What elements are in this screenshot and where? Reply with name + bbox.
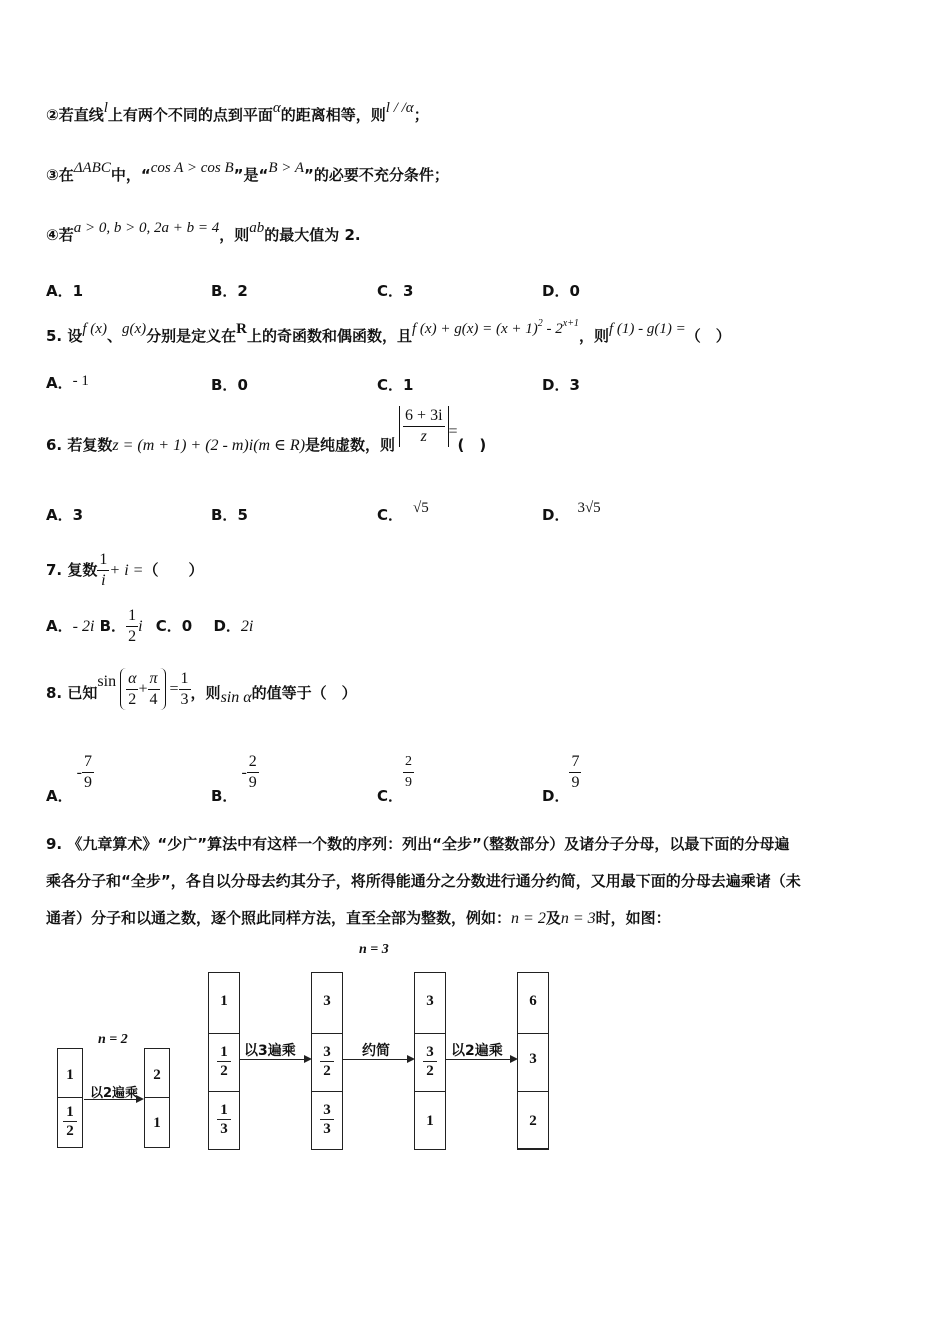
n2-right-cell-1: 2 xyxy=(153,1067,161,1083)
col3-cell-2: 3 2 xyxy=(415,1043,445,1080)
q8-option-d: D． $\frac{7}{9}$ xyxy=(542,753,580,805)
n2-right-cell-2: 1 xyxy=(153,1115,161,1131)
q6-stem: 6. 若复数z = (m + 1) + (2 - m)i(m ∈ R)是纯虚数，则 $\frac{6 + 3i}{z}$ =( ) xyxy=(46,407,487,454)
arrow-2-label: 约简 xyxy=(362,1043,390,1059)
q8-option-b: B．- $\frac{2}{9}$ xyxy=(211,753,257,805)
figure-title-n3: n = 3 xyxy=(359,942,389,957)
q4-option-c: C．3 xyxy=(377,282,414,300)
q5-option-b: B．0 xyxy=(211,376,248,394)
q4-statement-4: ④若a > 0, b > 0, 2a + b = 4，则ab的最大值为 2. xyxy=(46,220,361,244)
q6-option-b: B．5 xyxy=(211,506,248,524)
n2-left-cell-1: 1 xyxy=(66,1067,74,1083)
col4-cell-2: 3 xyxy=(529,1051,537,1067)
col2-cell-3: 3 3 xyxy=(312,1101,342,1138)
arrow-1 xyxy=(240,1059,308,1060)
q5-option-c: C．1 xyxy=(377,376,414,394)
arrow-1-label: 以3遍乘 xyxy=(244,1043,296,1059)
col4-cell-3: 2 xyxy=(529,1113,537,1129)
q6-option-d: D． 3√5 xyxy=(542,500,601,524)
q4-statement-2: ②若直线l上有两个不同的点到平面α的距离相等，则l / /α； xyxy=(46,100,429,124)
arrow-3 xyxy=(446,1059,514,1060)
q8-stem: 8. 已知sin $\frac{\alpha}{2}$ + $\frac{\pi}{4}$ = $\frac{1}{3}$ ，则sin α的值等于（ ） xyxy=(46,668,357,710)
n2-left-cell-2: 1 2 xyxy=(58,1103,82,1140)
col2-cell-2: 3 2 xyxy=(312,1043,342,1080)
q4-option-d: D．0 xyxy=(542,282,580,300)
q4-option-b: B．2 xyxy=(211,282,248,300)
col1-cell-3: 1 3 xyxy=(209,1101,239,1138)
col3-cell-3: 1 xyxy=(426,1113,434,1129)
n2-arrow-head xyxy=(136,1095,144,1103)
col1-cell-1: 1 xyxy=(220,993,228,1009)
col3-cell-1: 3 xyxy=(426,993,434,1009)
n2-right-column xyxy=(144,1048,170,1148)
arrow-3-label: 以2遍乘 xyxy=(451,1043,503,1059)
q6-option-a: A．3 xyxy=(46,506,84,524)
q7-option-a: A．- 2i xyxy=(46,617,95,635)
col4-cell-1: 6 xyxy=(529,993,537,1009)
n3-column-3 xyxy=(414,972,446,1150)
q7-option-d: D．2i xyxy=(213,617,254,635)
q7-options xyxy=(46,606,253,647)
n2-arrow xyxy=(84,1099,140,1100)
q5-option-a: A．- 1 xyxy=(46,373,89,392)
col2-cell-1: 3 xyxy=(323,993,331,1009)
q9-stem: 9. 《九章算术》“少广”算法中有这样一个数的序列：列出“全步”（整数部分）及诸分子分母，以最下面的分母遍 乘各分子和“全步”，各自以分母去约其分子，将所得能通分之分数进行通分约简，又用最下面的分母去遍乘诸（未 通者）分子和以通之数，逐个照此同样方法，直至全部为整数，例如：n = 2及n = 3时，如图： xyxy=(46,835,801,927)
q7-option-c: C．0 xyxy=(155,617,193,635)
q7-stem: 7. 复数 $\frac{1}{i}$ + i =（ ） xyxy=(46,551,204,589)
n3-column-4 xyxy=(517,972,549,1150)
q4-option-a: A．1 xyxy=(46,282,84,300)
q5-option-d: D．3 xyxy=(542,376,580,394)
figure-title-n2: n = 2 xyxy=(98,1032,128,1047)
n2-arrow-label: 以2遍乘 xyxy=(90,1086,139,1101)
q7-option-b: B． $\frac{1}{2}$ i xyxy=(99,607,143,645)
q5-stem: 5. 设f (x)、g(x)分别是定义在R上的奇函数和偶函数，且f $(x) + g(x) = (x + 1)^2 - 2^{x+1}$，则f (1) - g(1) =（ ） xyxy=(46,318,731,345)
q4-statement-3: ③在ΔABC中，“cos A > cos B”是“B > A”的必要不充分条件； xyxy=(46,160,449,184)
q8-option-c: C． $\frac{2}{9}$ xyxy=(377,754,413,805)
n2-left-column xyxy=(57,1048,83,1148)
arrow-2 xyxy=(343,1059,411,1060)
n3-column-2 xyxy=(311,972,343,1150)
q6-option-c: C． √5 xyxy=(377,500,429,524)
col1-cell-2: 1 2 xyxy=(209,1043,239,1080)
q8-option-a: A．- $\frac{7}{9}$ xyxy=(46,753,92,805)
n3-column-1 xyxy=(208,972,240,1150)
